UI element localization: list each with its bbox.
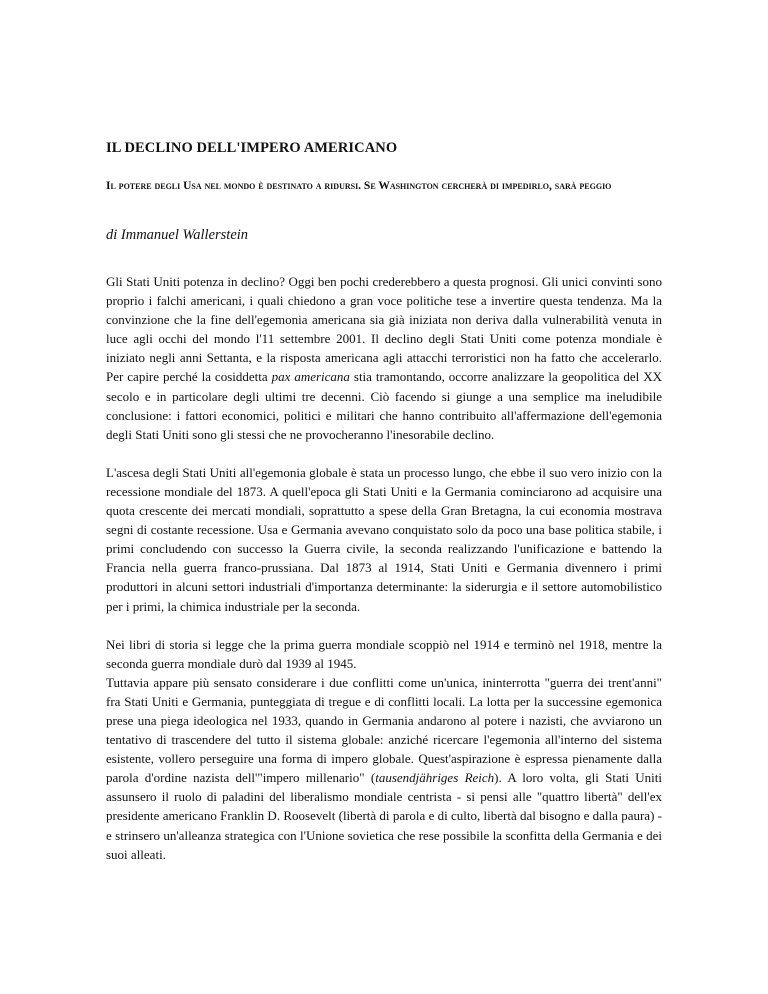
paragraph-3-text-rest: ). A loro volta, gli Stati Uniti assunsero il ruolo di paladini del liberalismo mondiale centrista - si pensi alle "quattro libertà" dell'ex presidente americano Franklin D. Roosevelt (libertà di parola e di culto, libertà dal bisogno e dalla paura) - e strinsero un'alleanza strategica con l'Unione sovietica che rese possibile la sconfitta della Germania e dei suoi alleati. [106, 770, 663, 862]
paragraph-1-text: Gli Stati Uniti potenza in declino? Oggi ben pochi crederebbero a questa prognosi. Gli unici convinti sono proprio i falchi americani, i quali chiedono a gran voce politiche tese a invertire questa tendenza. Ma la convinzione che la fine dell'egemonia americana sia già iniziata non deriva dalla vulnerabilità venuta in luce agli occhi del mondo l'11 settembre 2001. Il declino degli Stati Uniti come potenza mondiale è iniziato negli anni Settanta, e la risposta americana agli attacchi terroristici non ha fatto che accelerarlo. Per capire perché la cosiddetta [106, 274, 662, 385]
paragraph-1-italic: pax americana [271, 369, 350, 385]
article-title: IL DECLINO DELL'IMPERO AMERICANO [106, 140, 398, 156]
paragraph-3-italic: tausendjähriges Reich [375, 770, 495, 786]
paragraph-2: L'ascesa degli Stati Uniti all'egemonia globale è stata un processo lungo, che ebbe il suo vero inizio con la recessione mondiale del 1873. A quell'epoca gli Stati Uniti e la Germania cominciarono ad acquisire una quota crescente dei mercati mondiali, soprattutto a spese della Gran Bretagna, la cui economia mostrava segni di costante recessione. Usa e Germania avevano conquistato solo da poco una base politica stabile, i primi concludendo con successo la Guerra civile, la seconda realizzando l'unificazione e battendo la Francia nella guerra franco-prussiana. Dal 1873 al 1914, Stati Uniti e Germania divennero i primi produttori in alcuni settori industriali d'importanza determinante: la siderurgia e il settore automobilistico per i primi, la chimica industriale per la seconda. [106, 464, 662, 614]
paragraph-3-first-sentence: Nei libri di storia si legge che la prima guerra mondiale scoppiò nel 1914 e terminò nel 1918, mentre la seconda guerra mondiale durò dal 1939 al 1945. [106, 636, 662, 671]
paragraph-1 [106, 272, 662, 444]
paragraph-3-text: Tuttavia appare più sensato considerare i due conflitti come un'unica, ininterrotta "guerra dei trent'anni" fra Stati Uniti e Germania, punteggiata di tregue e di conflitti locali. La lotta per la successine egemonica prese una piega ideologica nel 1933, quando in Germania andarono al potere i nazisti, che avviarono un tentativo di trascendere del tutto il sistema globale: anziché ricercare l'egemonia all'interno del sistema esistente, vollero perseguire una forma di impero globale. Quest'aspirazione è espressa pienamente dalla parola d'ordine nazista dell'"impero millenario" ( [106, 674, 662, 786]
article-subtitle: Il potere degli Usa nel mondo è destinato a ridursi. Se Washington cercherà di impedirlo, sarà peggio [106, 180, 612, 192]
paragraph-1-text-rest: stia tramontando, occorre analizzare la geopolitica del XX secolo e in particolare degli ultimi tre decenni. Ciò facendo si giunge a una semplice ma ineludibile conclusione: i fattori economici, politici e militari che hanno contribuito all'affermazione dell'egemonia degli Stati Uniti sono gli stessi che ne provocheranno l'inesorabile declino. [106, 369, 663, 442]
article-body [106, 272, 662, 864]
article-author: di Immanuel Wallerstein [106, 227, 249, 243]
paragraph-3 [106, 635, 662, 864]
